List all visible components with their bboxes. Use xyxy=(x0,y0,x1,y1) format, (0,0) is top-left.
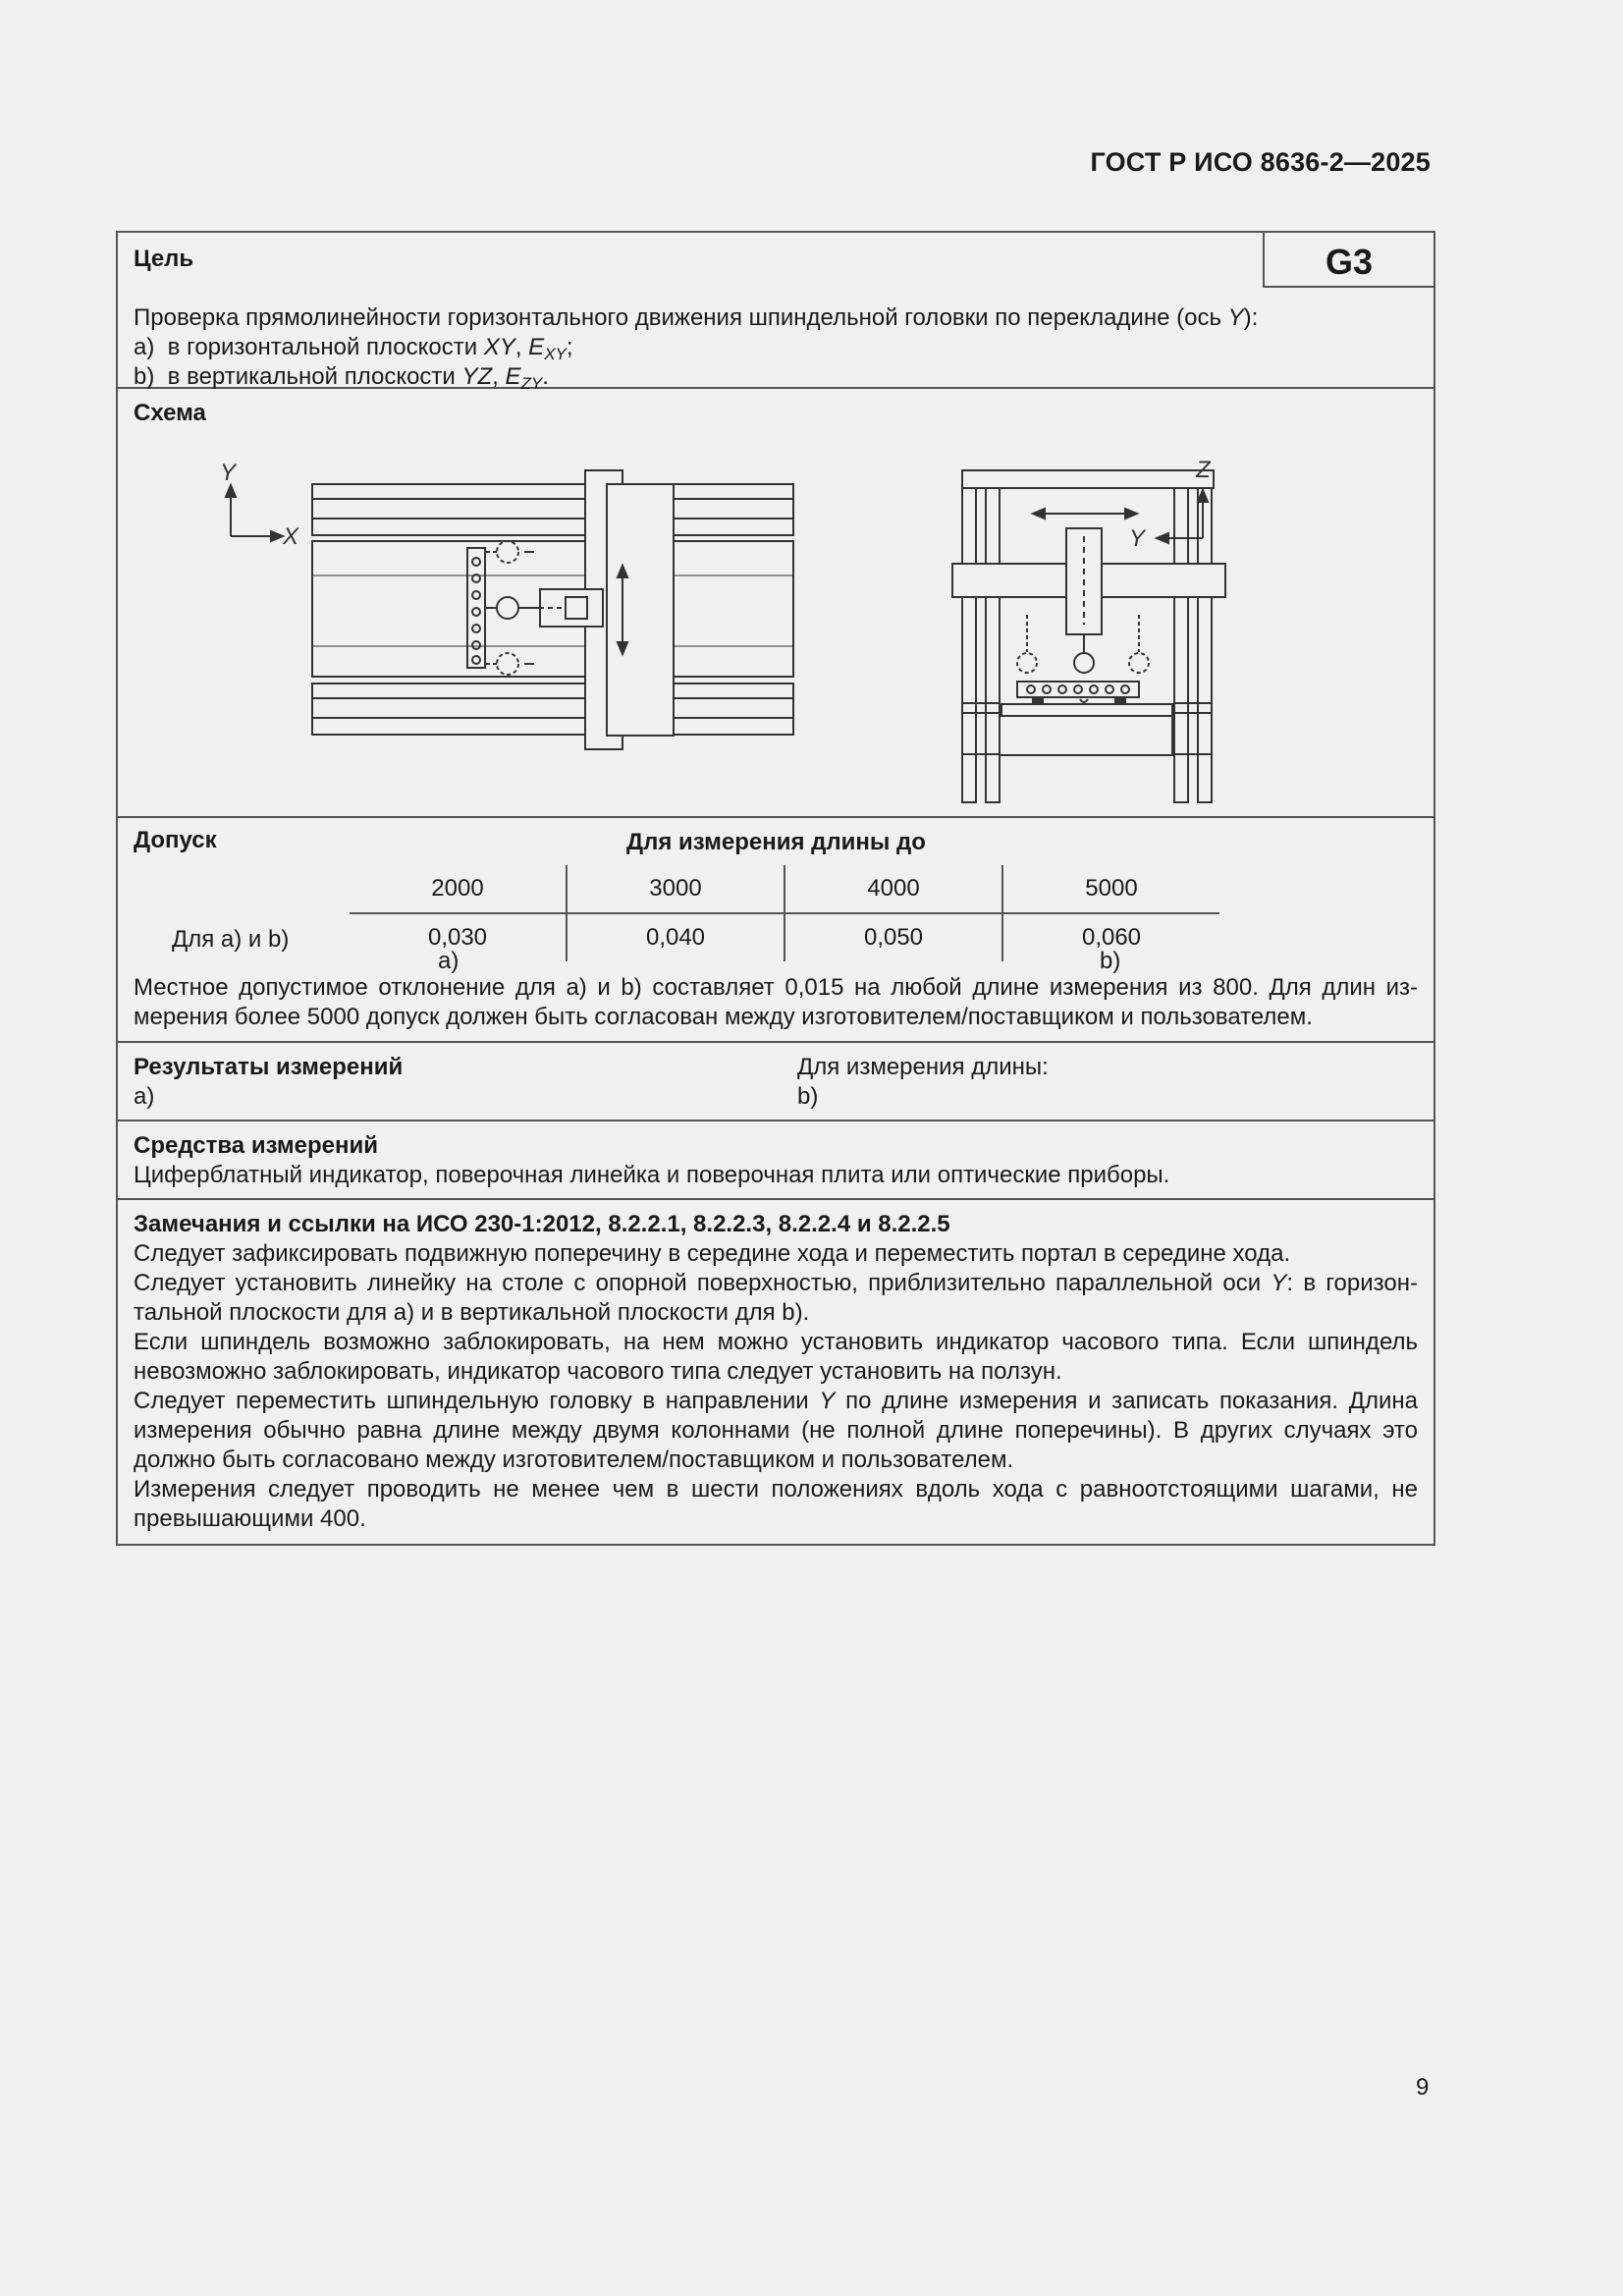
goal-section xyxy=(118,233,1434,393)
tolerance-cell: 0,040 xyxy=(567,913,784,961)
svg-text:Y: Y xyxy=(1129,525,1146,552)
tools-label: Средства измерений xyxy=(134,1132,379,1159)
standard-designation: ГОСТ Р ИСО 8636-2—2025 xyxy=(1090,147,1431,177)
length-cell: 5000 xyxy=(1002,865,1219,913)
svg-text:Y: Y xyxy=(220,460,237,486)
scheme-label: Схема xyxy=(134,400,206,426)
length-cell: 3000 xyxy=(567,865,784,913)
figure-a xyxy=(220,460,793,749)
notes-paragraph: Следует зафиксировать подвижную поперечину в середине хода и переместить портал в середине хода. xyxy=(134,1240,1291,1267)
tolerance-length-row xyxy=(350,865,1219,913)
figure-b xyxy=(952,457,1225,802)
goal-text xyxy=(134,303,1418,392)
results-label: Результаты измерений xyxy=(134,1054,404,1080)
results-length-label: Для измерения длины: xyxy=(797,1054,1049,1080)
svg-text:X: X xyxy=(283,523,299,550)
goal-label: Цель xyxy=(134,246,194,272)
test-sheet xyxy=(116,231,1435,1546)
tolerance-cell: 0,030 xyxy=(427,924,488,951)
notes-label: Замечания и ссылки на ИСО 230-1:2012, 8.2.2.1, 8.2.2.3, 8.2.2.4 и 8.2.2.5 xyxy=(134,1211,950,1237)
tolerance-heading: Для измерения длины до xyxy=(626,829,926,855)
axis-xy-indicator xyxy=(220,460,299,550)
page-number: 9 xyxy=(1416,2074,1430,2101)
notes-paragraph: Измерения следует проводить не менее чем в шести положениях вдоль хода с равноотстоящими шагами, не превышающими 400. xyxy=(134,1476,1418,1532)
figure-a-caption: a) xyxy=(438,948,460,974)
test-code: G3 xyxy=(1263,231,1435,288)
tolerance-note: Местное допустимое отклонение для a) и b) составляет 0,015 на любой длине измерения из 800. Для длин из-мерения более 5000 допуск должен быть согласован между изготовителем/поставщиком и пользователем. xyxy=(134,974,1418,1030)
tolerance-cell: 0,060 xyxy=(1002,913,1219,961)
goal-item-a: a) в горизонтальной плоскости XY, $E_{XY}$; xyxy=(134,334,573,363)
length-cell: 2000 xyxy=(350,865,567,913)
tools-text: Циферблатный индикатор, поверочная линейка и поверочная плита или оптические приборы. xyxy=(134,1162,1170,1188)
tolerance-cell: 0,050 xyxy=(784,913,1002,961)
tolerance-section xyxy=(118,818,1434,1043)
notes-paragraph: Следует переместить шпиндельную головку в направлении Y по длине измерения и записать показания. Длина измерения обычно равна длине между двумя колоннами (не полной длине поперечины). В других случаях это должно быть согласовано между изготовителем/поставщиком и пользователем. xyxy=(134,1388,1419,1473)
scheme-figure xyxy=(118,389,1430,818)
goal-line1: Проверка прямолинейности горизонтального движения шпиндельной головки по перекладине (ось Y): xyxy=(134,304,1259,331)
tools-section xyxy=(118,1121,1434,1200)
results-a: a) xyxy=(134,1083,155,1110)
tolerance-label: Допуск xyxy=(134,827,217,853)
results-right xyxy=(797,1053,1049,1112)
notes-section xyxy=(118,1200,1434,1546)
goal-item-b: b) в вертикальной плоскости YZ, $E_{ZY}$. xyxy=(134,363,549,393)
tolerance-table xyxy=(350,865,1219,961)
notes-paragraph: Если шпиндель возможно заблокировать, на нем можно установить индикатор часового типа. Если шпиндель невозможно заблокировать, индикатор часового типа следует установить на ползун. xyxy=(134,1329,1418,1385)
tolerance-value-row xyxy=(350,913,1219,961)
tolerance-row-label: Для a) и b) xyxy=(172,926,290,953)
length-cell: 4000 xyxy=(784,865,1002,913)
results-section xyxy=(118,1043,1434,1121)
results-b: b) xyxy=(797,1083,819,1110)
figure-b-caption: b) xyxy=(1100,948,1121,974)
svg-text:Z: Z xyxy=(1196,457,1211,483)
notes-paragraph: Следует установить линейку на столе с опорной поверхностью, приблизительно параллельной оси Y: в горизон-тальной плоскости для a) и в вертикальной плоскости для b). xyxy=(134,1270,1418,1326)
